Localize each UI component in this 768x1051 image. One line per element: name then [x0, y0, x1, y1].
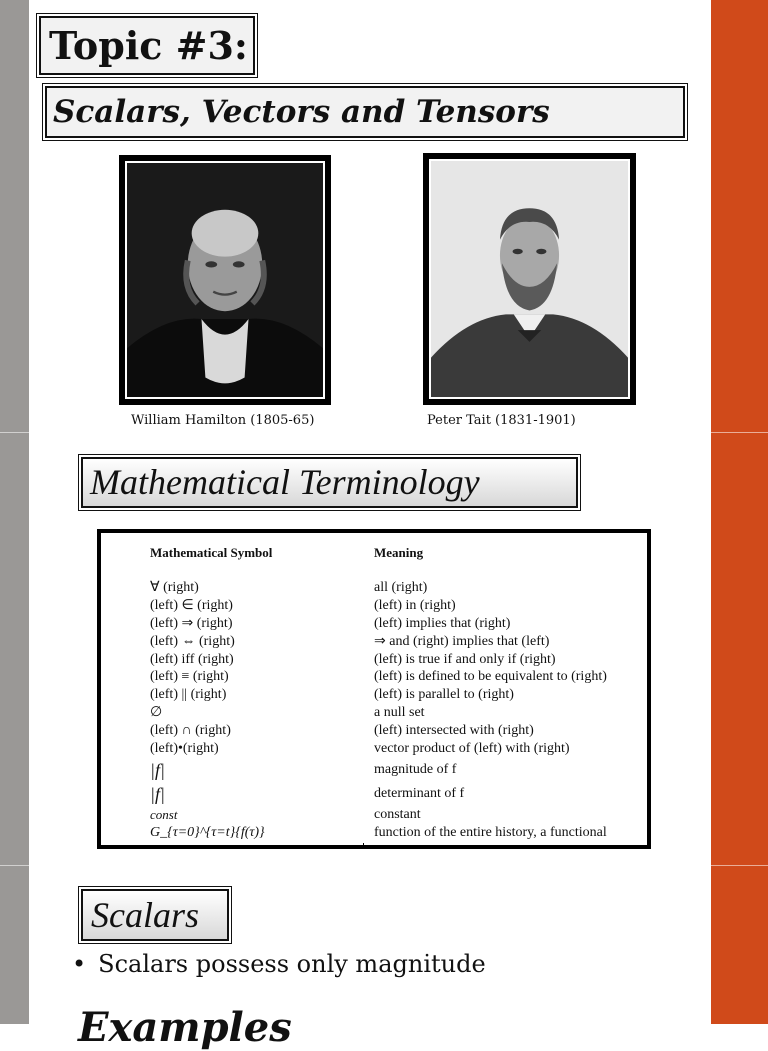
symbol-cell: ∀ (right) — [150, 580, 199, 595]
table-row — [101, 824, 647, 842]
symbol-cell: (left) ≡ (right) — [150, 669, 229, 685]
symbol-cell: (left) ⇔ (right) — [150, 633, 235, 649]
hamilton-photo-image — [127, 163, 323, 397]
symbol-cell: |f| — [150, 759, 165, 780]
bullet-text: Scalars possess only magnitude — [98, 950, 486, 978]
left-margin-bar — [0, 0, 29, 1024]
portrait-caption-hamilton: William Hamilton (1805-65) — [131, 413, 315, 428]
table-row — [101, 740, 647, 758]
table-row — [101, 686, 647, 704]
examples-heading: Examples — [78, 1004, 292, 1051]
meaning-cell: (left) is true if and only if (right) — [374, 651, 556, 667]
symbol-cell: |f| — [150, 783, 165, 804]
symbol-cell: (left) ∈ (right) — [150, 597, 233, 613]
column-header-meaning: Meaning — [374, 545, 424, 560]
table-row — [101, 615, 647, 633]
right-accent-bar — [711, 0, 768, 1024]
tait-photo-image — [431, 161, 628, 397]
table-row — [101, 722, 647, 740]
meaning-cell: (left) implies that (right) — [374, 615, 511, 631]
page-seam — [0, 865, 29, 866]
table-row — [101, 806, 647, 824]
meaning-cell: (left) is parallel to (right) — [374, 687, 514, 703]
column-header-symbol: Mathematical Symbol — [150, 545, 273, 560]
symbol-table — [97, 529, 651, 849]
symbol-cell: G_{τ=0}^{τ=t}{f(τ)} — [150, 824, 265, 840]
table-row — [101, 668, 647, 686]
scalars-bullet-item — [72, 950, 486, 978]
symbol-cell: (left) ∩ (right) — [150, 723, 231, 739]
table-row — [101, 579, 647, 597]
scalars-heading: Scalars — [81, 889, 229, 941]
symbol-cell: const — [150, 806, 178, 822]
page-seam — [711, 865, 768, 866]
meaning-cell: a null set — [374, 705, 425, 721]
symbol-cell: (left) iff (right) — [150, 651, 234, 667]
portrait-hamilton — [119, 155, 331, 405]
symbol-cell: (left) ⇒ (right) — [150, 615, 233, 631]
table-row — [101, 633, 647, 651]
table-row — [101, 597, 647, 615]
meaning-cell: magnitude of f — [374, 761, 457, 777]
bullet-marker: • — [72, 950, 87, 978]
meaning-cell: (left) is defined to be equivalent to (right) — [374, 669, 607, 685]
meaning-cell: vector product of (left) with (right) — [374, 741, 570, 757]
portrait-caption-tait: Peter Tait (1831-1901) — [427, 413, 576, 428]
table-row — [101, 758, 647, 782]
topic-title: Topic #3: — [39, 16, 255, 75]
symbol-cell: (left)•(right) — [150, 741, 219, 757]
meaning-cell: (left) intersected with (right) — [374, 723, 534, 739]
portrait-tait — [423, 153, 636, 405]
table-divider — [363, 843, 364, 849]
meaning-cell: determinant of f — [374, 785, 465, 801]
table-row — [101, 704, 647, 722]
meaning-cell: constant — [374, 806, 421, 822]
topic-subtitle: Scalars, Vectors and Tensors — [45, 86, 685, 138]
meaning-cell: all (right) — [374, 580, 428, 595]
portrait-photo — [125, 161, 325, 399]
page-seam — [711, 432, 768, 433]
symbol-cell: ∅ — [150, 705, 163, 721]
terminology-heading: Mathematical Terminology — [81, 457, 578, 508]
table-body — [101, 579, 647, 842]
page-seam — [0, 432, 29, 433]
table-row — [101, 782, 647, 806]
meaning-cell: (left) in (right) — [374, 597, 456, 613]
meaning-cell: ⇒ and (right) implies that (left) — [374, 633, 550, 649]
portrait-photo — [429, 159, 630, 399]
meaning-cell: function of the entire history, a functional — [374, 824, 607, 840]
table-row — [101, 651, 647, 669]
symbol-cell: (left) || (right) — [150, 687, 227, 703]
